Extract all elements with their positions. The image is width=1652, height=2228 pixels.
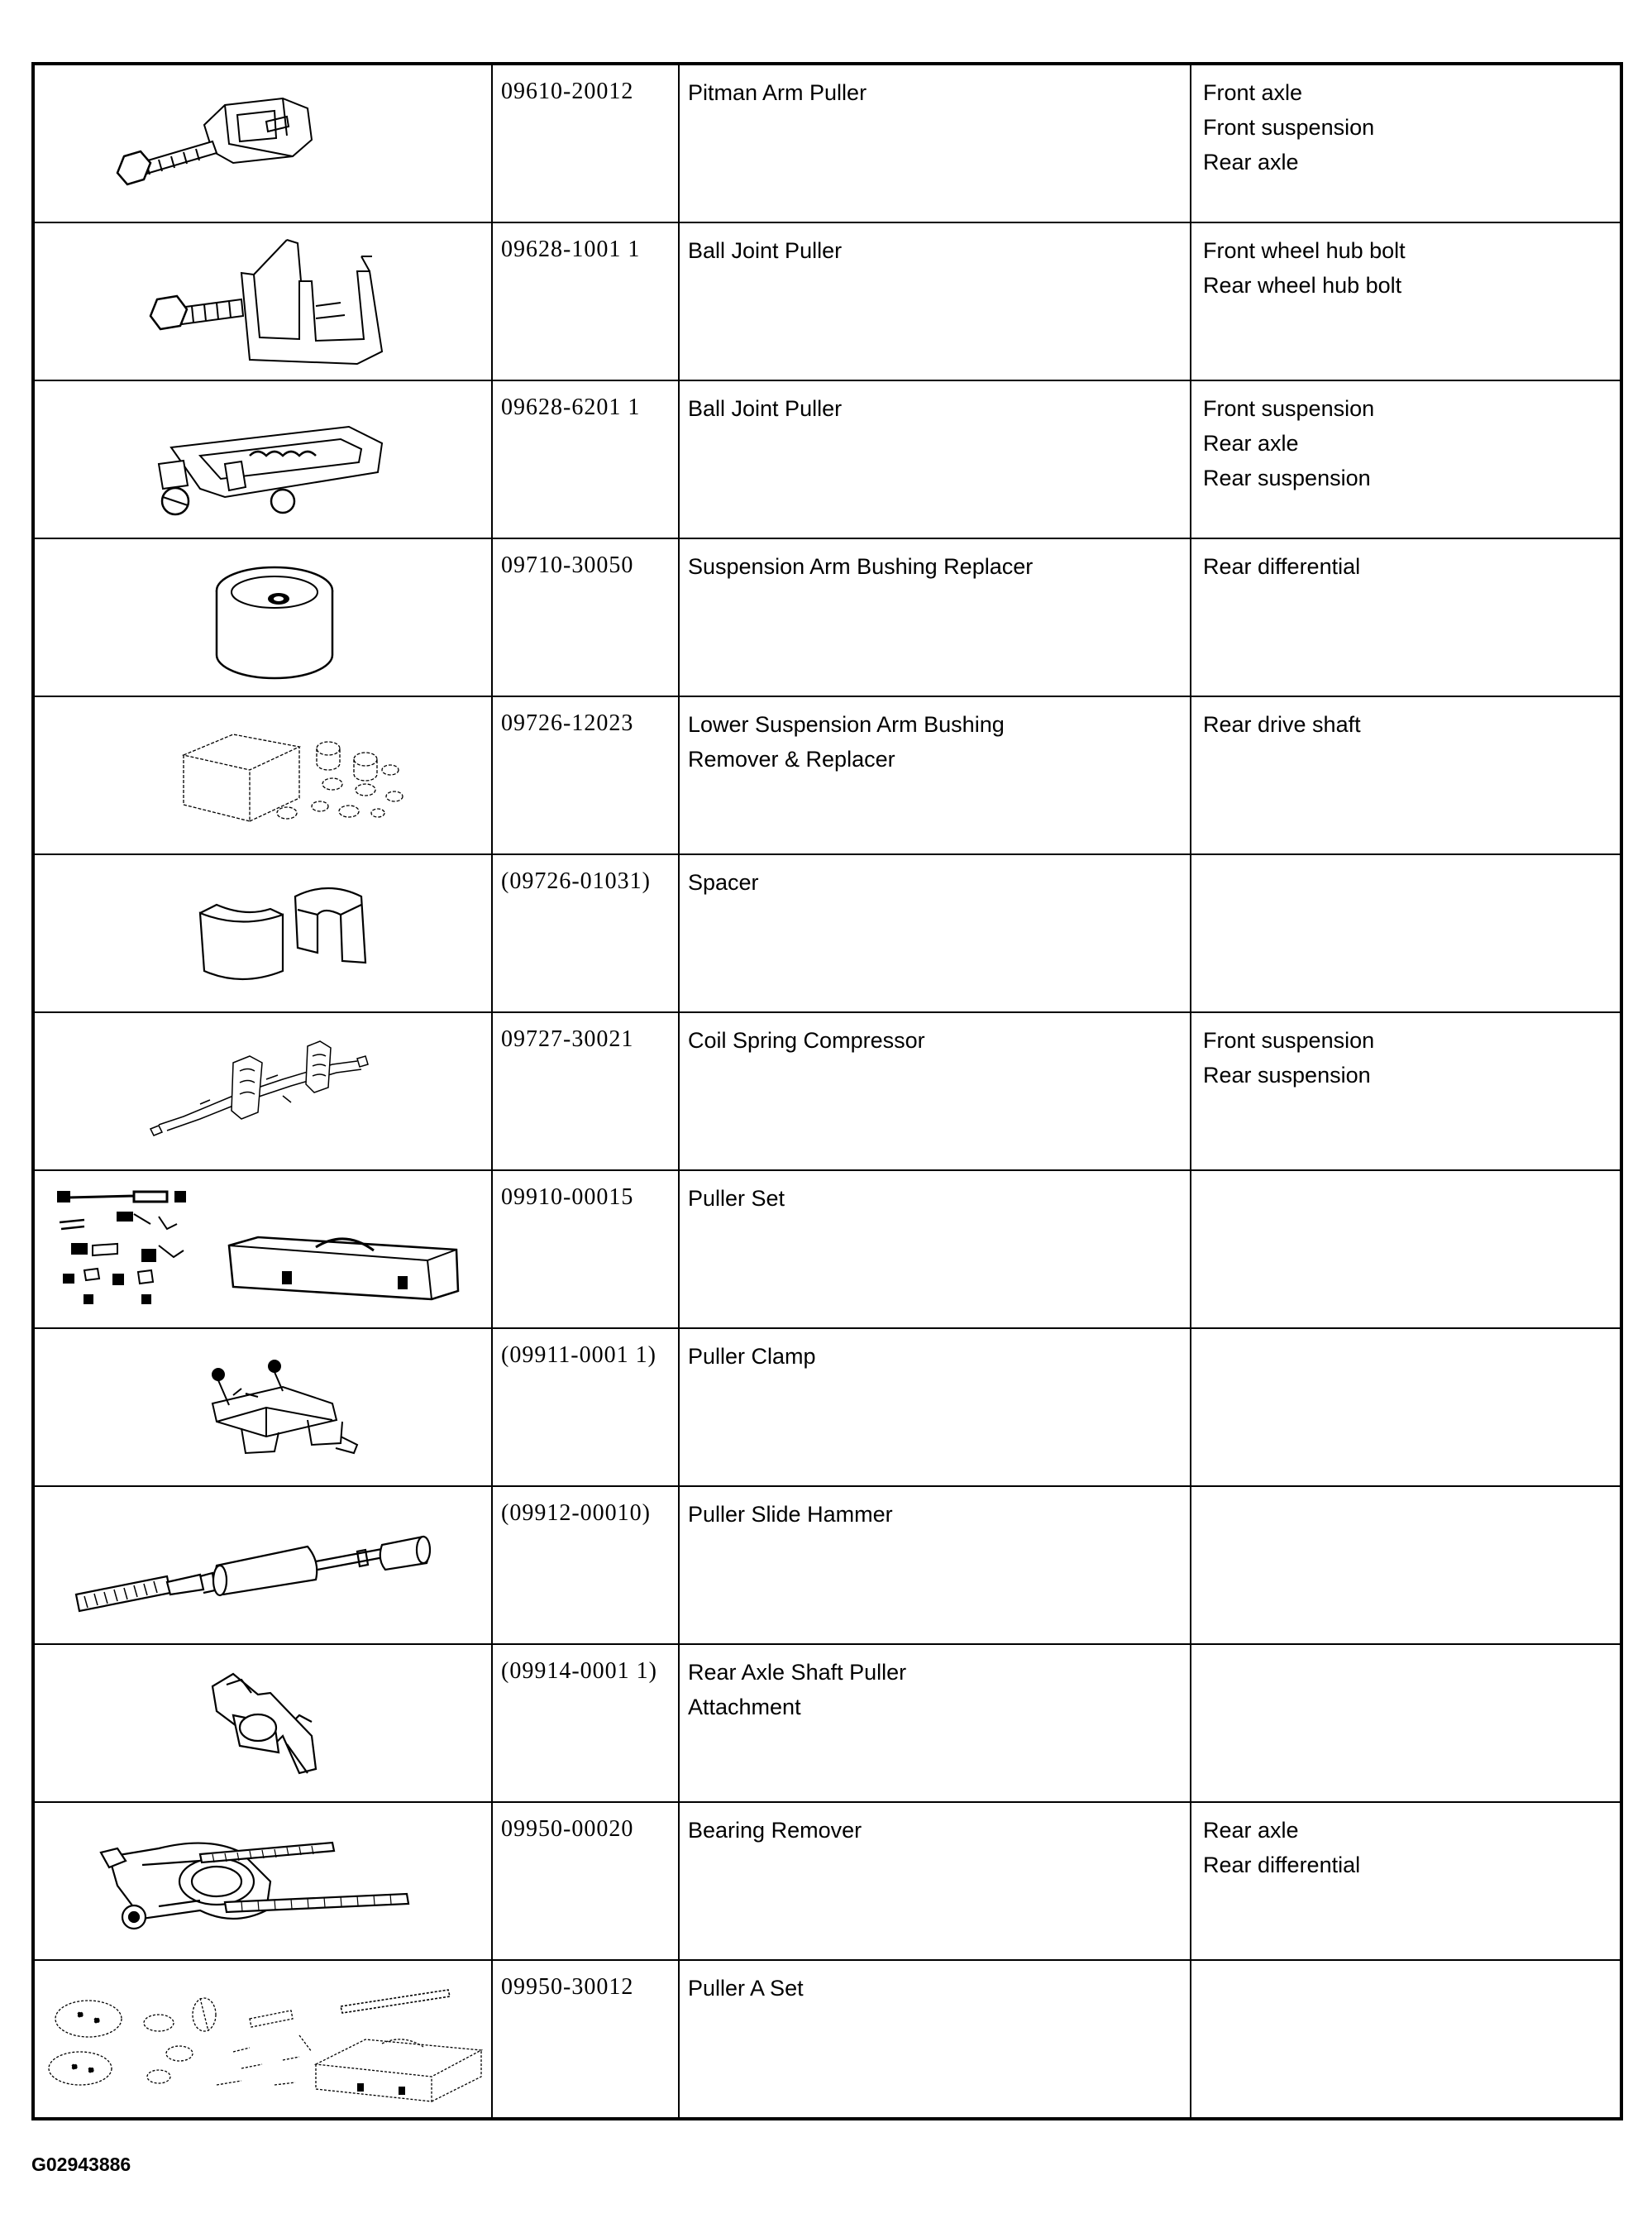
applicable-use: Front wheel hub bolt Rear wheel hub bolt (1203, 238, 1406, 298)
part-number: 09610-20012 (501, 79, 634, 104)
table-row (33, 1802, 1621, 1960)
applicable-use (1191, 1487, 1620, 1497)
tool-name: Lower Suspension Arm Bushing Remover & Replacer (688, 712, 1005, 772)
applicable-use (1191, 1171, 1620, 1181)
tool-image-cell (33, 538, 492, 696)
applicable-use: Front suspension Rear suspension (1203, 1028, 1375, 1088)
tool-image-cell (33, 696, 492, 854)
bushing-replacer-icon (35, 539, 491, 696)
applicable-use: Rear axle Rear differential (1203, 1818, 1361, 1877)
tool-name: Rear Axle Shaft Puller Attachment (688, 1660, 907, 1719)
table-row (33, 696, 1621, 854)
slide-hammer-icon (35, 1487, 491, 1643)
applicable-use: Rear differential (1203, 554, 1361, 579)
part-number: 09727-30021 (501, 1026, 634, 1052)
table-row (33, 64, 1621, 222)
table-row (33, 380, 1621, 538)
tool-name: Ball Joint Puller (688, 396, 843, 421)
table-row (33, 1170, 1621, 1328)
tool-image-cell (33, 854, 492, 1012)
tool-image-cell (33, 1170, 492, 1328)
part-number: 09710-30050 (501, 552, 634, 578)
tool-image-cell (33, 1012, 492, 1170)
table-row (33, 854, 1621, 1012)
ball-joint-puller-icon (35, 223, 491, 380)
applicable-use: Rear drive shaft (1203, 712, 1361, 737)
tool-image-cell (33, 64, 492, 222)
table-row (33, 538, 1621, 696)
part-number: 09910-00015 (501, 1184, 634, 1210)
tool-name: Puller Clamp (688, 1344, 816, 1369)
table-row (33, 1644, 1621, 1802)
applicable-use (1191, 1329, 1620, 1339)
tool-name: Puller A Set (688, 1976, 804, 2001)
table-row (33, 222, 1621, 380)
special-service-tools-table (31, 62, 1623, 2120)
applicable-use (1191, 1645, 1620, 1655)
part-number: 09950-00020 (501, 1816, 634, 1842)
table-row (33, 1328, 1621, 1486)
puller-a-set-icon (35, 1961, 491, 2117)
part-number: 09950-30012 (501, 1974, 634, 2000)
bushing-kit-icon (35, 697, 491, 853)
part-number: 09628-6201 1 (501, 394, 641, 420)
applicable-use (1191, 1961, 1620, 1971)
figure-code: G02943886 (31, 2154, 131, 2175)
ball-joint-puller-2-icon (35, 381, 491, 538)
tool-image-cell (33, 1644, 492, 1802)
axle-shaft-puller-attachment-icon (35, 1645, 491, 1801)
tool-image-cell (33, 1802, 492, 1960)
part-number: 09628-1001 1 (501, 237, 641, 262)
part-number: 09726-12023 (501, 710, 634, 736)
spacer-icon (35, 855, 491, 1011)
tool-image-cell (33, 1486, 492, 1644)
table-row (33, 1960, 1621, 2119)
table-row (33, 1012, 1621, 1170)
tool-image-cell (33, 1960, 492, 2119)
tool-name: Ball Joint Puller (688, 238, 843, 263)
tool-name: Bearing Remover (688, 1818, 862, 1843)
tool-name: Spacer (688, 870, 759, 895)
tool-image-cell (33, 222, 492, 380)
part-number: (09912-00010) (501, 1500, 651, 1526)
table-row (33, 1486, 1621, 1644)
applicable-use: Front axle Front suspension Rear axle (1203, 80, 1375, 175)
part-number: (09726-01031) (501, 868, 651, 894)
tool-image-cell (33, 380, 492, 538)
tool-image-cell (33, 1328, 492, 1486)
tool-name: Suspension Arm Bushing Replacer (688, 554, 1034, 579)
part-number: (09911-0001 1) (501, 1342, 657, 1368)
tool-name: Pitman Arm Puller (688, 80, 867, 105)
table-body (33, 64, 1621, 2119)
coil-spring-compressor-icon (35, 1013, 491, 1169)
tool-name: Puller Set (688, 1186, 785, 1211)
tool-name: Puller Slide Hammer (688, 1502, 893, 1527)
applicable-use (1191, 855, 1620, 865)
tool-name: Coil Spring Compressor (688, 1028, 925, 1053)
applicable-use: Front suspension Rear axle Rear suspension (1203, 396, 1375, 490)
part-number: (09914-0001 1) (501, 1658, 657, 1684)
puller-clamp-icon (35, 1329, 491, 1485)
pitman-arm-puller-icon (35, 65, 491, 222)
puller-set-icon (35, 1171, 491, 1327)
bearing-remover-icon (35, 1803, 491, 1959)
